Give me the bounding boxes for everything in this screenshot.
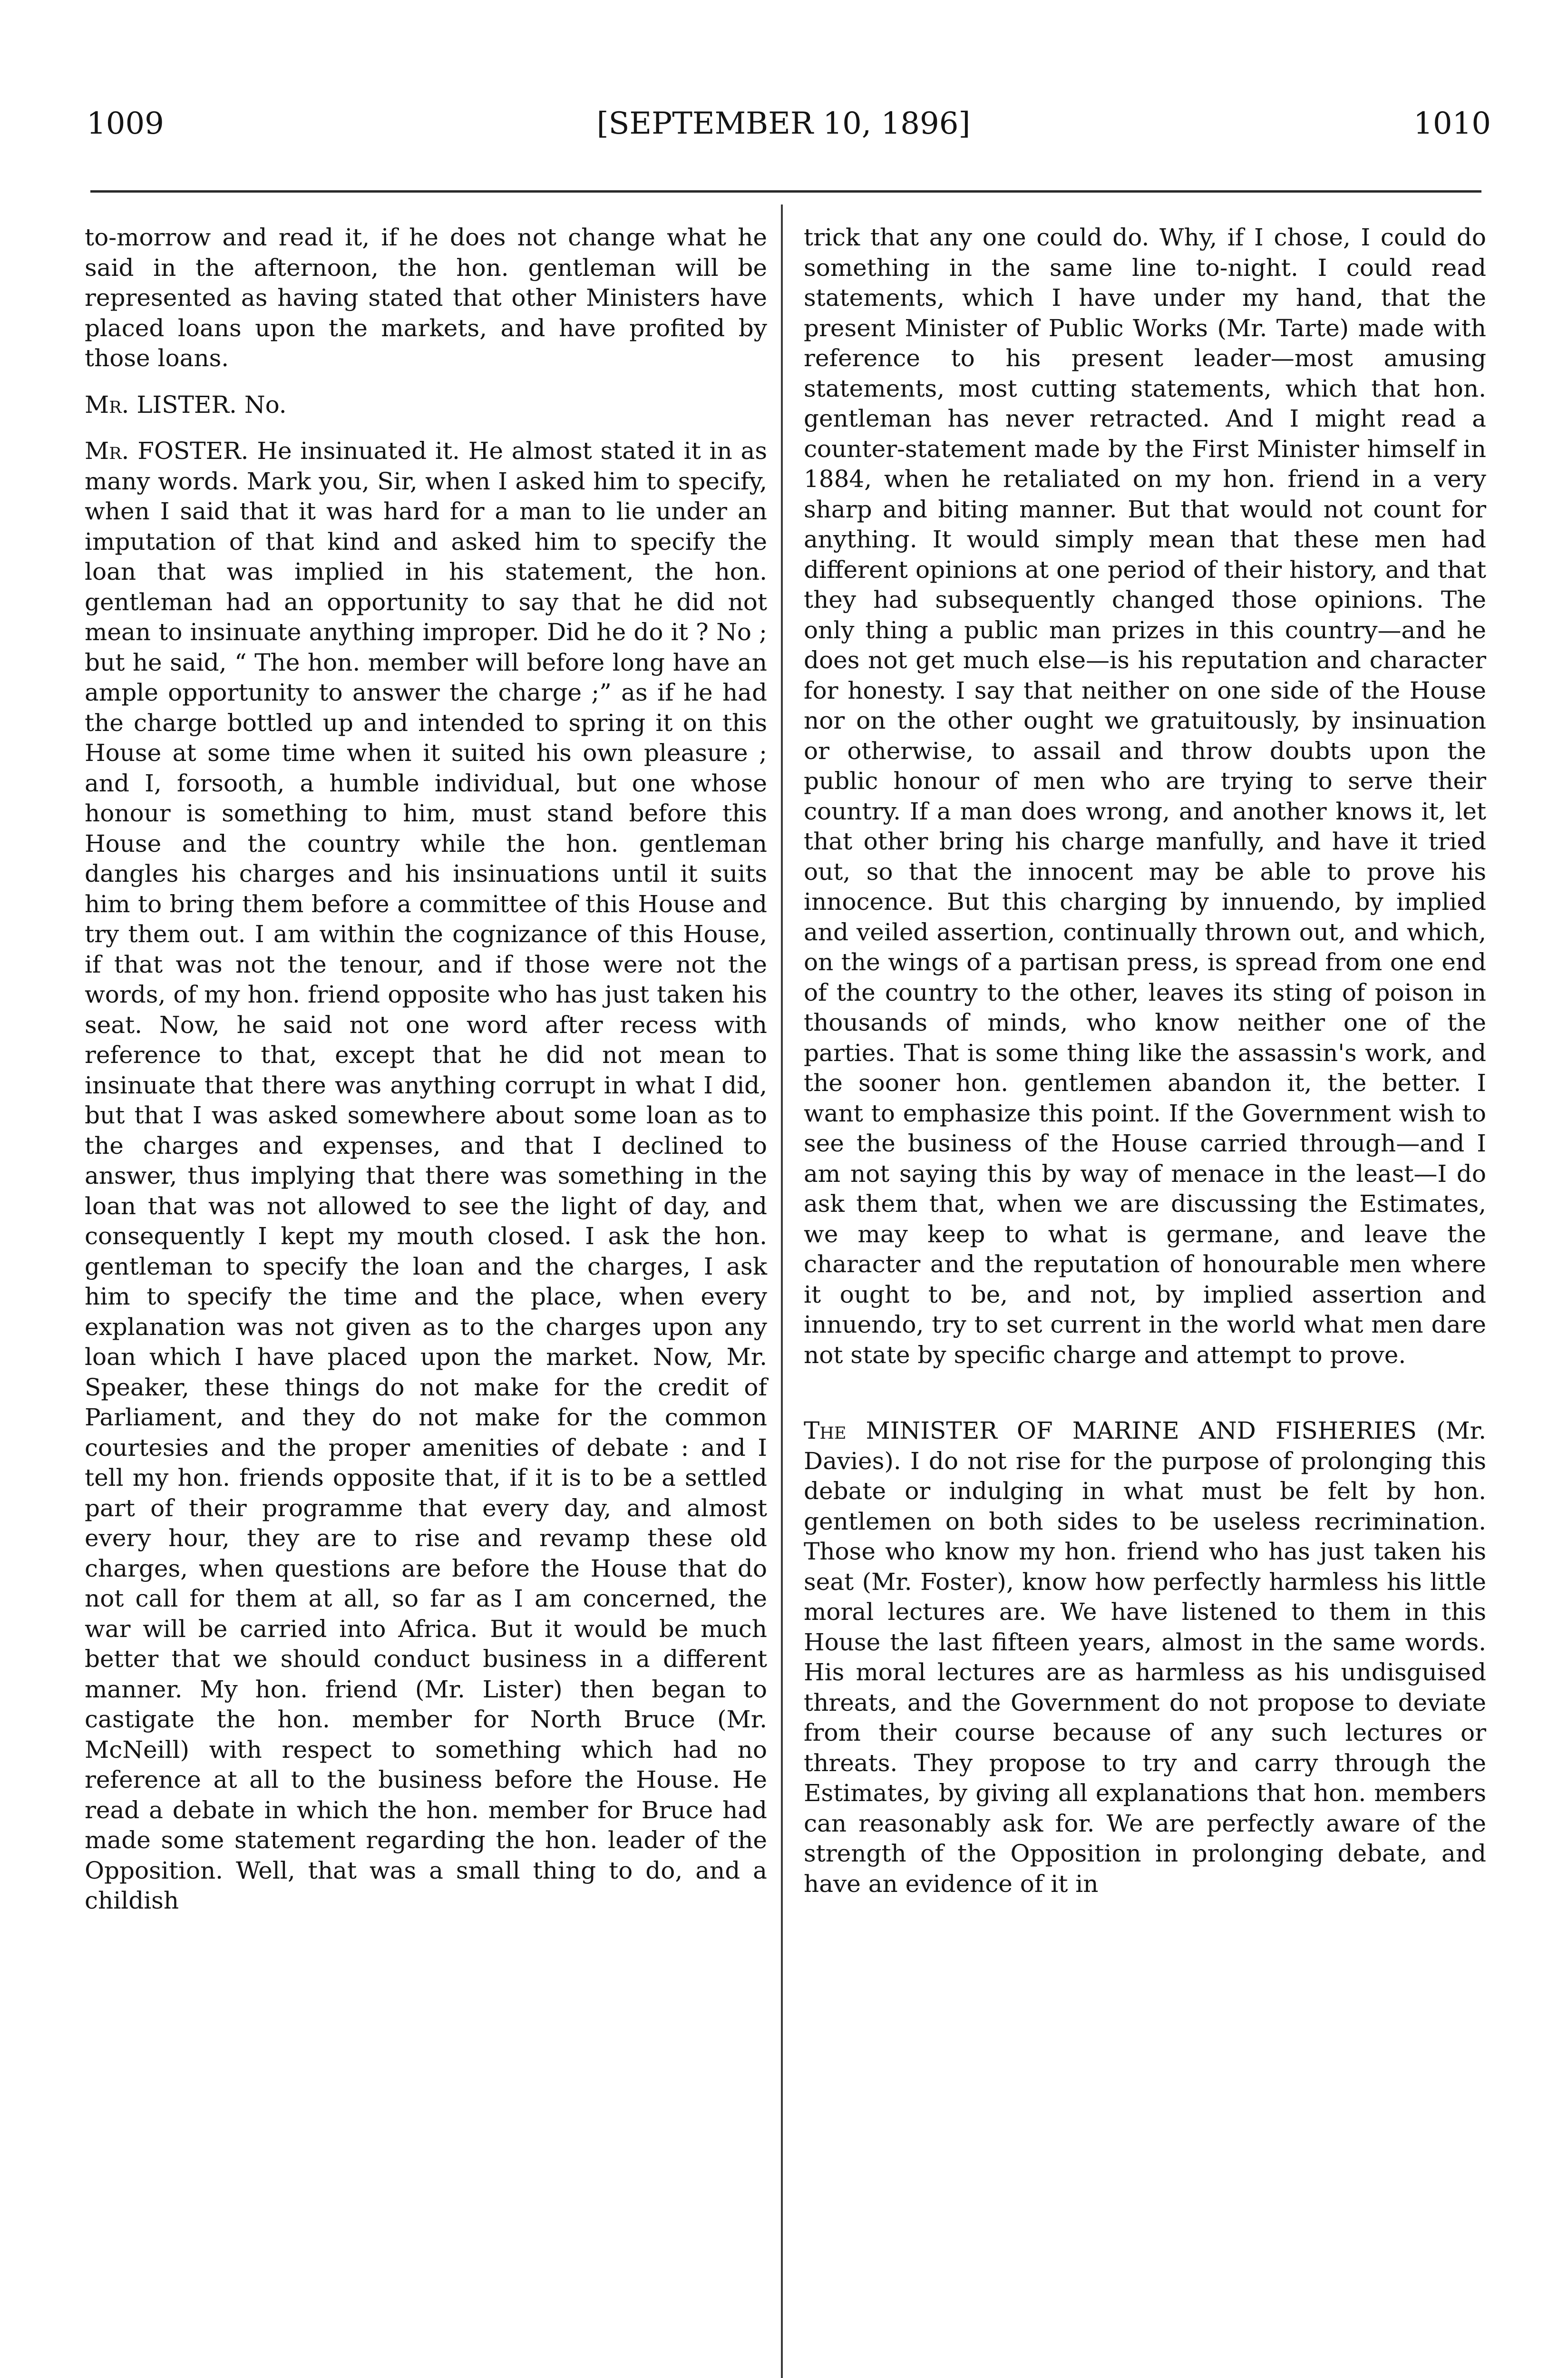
page-number-right: 1010 (1413, 106, 1491, 141)
page-date: [SEPTEMBER 10, 1896] (596, 106, 971, 141)
speaker-name: Mr. FOSTER. (85, 437, 249, 465)
speaker-name: The MINISTER OF MARINE AND FISHERIES (804, 1417, 1417, 1444)
left-column (85, 223, 767, 1916)
paragraph (804, 223, 1486, 1370)
right-column (804, 223, 1486, 1899)
page-header (71, 102, 1496, 159)
header-rule (90, 190, 1481, 193)
paragraph (85, 223, 767, 374)
paragraph-text: to-morrow and read it, if he does not change what he said in the afternoon, the hon. gentleman will be represented as having stated that other Ministers have placed loans upon the markets, and have profited by those loans. (85, 224, 767, 372)
page-number-left: 1009 (87, 106, 164, 141)
paragraph-text: trick that any one could do. Why, if I chose, I could do something in the same line to-night. I could read statements, which I have under my hand, that the present Minister of Public Works (Mr. Tarte) made with reference to his present leader—most amusing statements, most cutting statements, which that hon. gentleman has never retracted. And I might read a counter-statement made by the First Minister himself in 1884, when he retaliated on my hon. friend in a very sharp and biting manner. But that would not count for anything. It would simply mean that these men had different opinions at one period of their history, and that they had subsequently changed those opinions. The only thing a public man prizes in this country—and he does not get much else—is his reputation and character for honesty. I say that neither on one side of the House nor on the other ought we gratuitously, by insinuation or otherwise, to assail and throw doubts upon the public honour of men who are trying to serve their country. If a man does wrong, and another knows it, let that other bring his charge manfully, and have it tried out, so that the innocent may be able to prove his innocence. But this charging by innuendo, by implied and veiled assertion, continually thrown out, and which, on the wings of a partisan press, is spread from one end of the country to the other, leaves its sting of poison in thousands of minds, who know neither one of the parties. That is some thing like the assassin's work, and the sooner hon. gentlemen abandon it, the better. I want to emphasize this point. If the Government wish to see the business of the House carried through—and I am not saying this by way of menace in the least—I do ask them that, when we are discussing the Estimates, we may keep to what is germane, and leave the character and the reputation of honourable men where it ought to be, and not, by implied assertion and innuendo, try to set current in the world what men dare not state by specific charge and attempt to prove. (804, 224, 1486, 1369)
paragraph-text: No. (236, 390, 287, 419)
paragraph-text: He insinuated it. He almost stated it in as many words. Mark you, Sir, when I asked him to specify, when I said that it was hard for a man to lie under an imputation of that kind and asked him to specify the loan that was implied in his statement, the hon. gentleman had an opportunity to say that he did not mean to insinuate anything improper. Did he do it ? No ; but he said, “ The hon. member will before long have an ample opportunity to answer the charge ;” as if he had the charge bottled up and intended to spring it on this House at some time when it suited his own pleasure ; and I, forsooth, a humble individual, but one whose honour is something to him, must stand before this House and the country while the hon. gentleman dangles his charges and his insinuations until it suits him to bring them before a committee of this House and try them out. I am within the cognizance of this House, if that was not the tenour, and if those were not the words, of my hon. friend opposite who has just taken his seat. Now, he said not one word after recess with reference to that, except that he did not mean to insinuate that there was anything corrupt in what I did, but that I was asked somewhere about some loan as to the charges and expenses, and that I declined to answer, thus implying that there was something in the loan that was not allowed to see the light of day, and consequently I kept my mouth closed. I ask the hon. gentleman to specify the loan and the charges, I ask him to specify the time and the place, when every explanation was not given as to the charges upon any loan which I have placed upon the market. Now, Mr. Speaker, these things do not make for the credit of Parliament, and they do not make for the common courtesies and the proper amenities of debate : and I tell my hon. friends opposite that, if it is to be a settled part of their programme that every day, and almost every hour, they are to rise and revamp these old charges, when questions are before the House that do not call for them at all, so far as I am concerned, the war will be carried into Africa. But it would be much better that we should conduct business in a different manner. My hon. friend (Mr. Lister) then began to castigate the hon. member for North Bruce (Mr. McNeill) with respect to something which had no reference at all to the business before the House. He read a debate in which the hon. member for Bruce had made some statement regarding the hon. leader of the Opposition. Well, that was a small thing to do, and a childish (85, 437, 767, 1914)
paragraph (85, 390, 767, 420)
paragraph-text: (Mr. Davies). I do not rise for the purpose of prolonging this debate or indulging in what must be felt by hon. gentlemen on both sides to be useless recrimination. Those who know my hon. friend who has just taken his seat (Mr. Foster), know how perfectly harmless his little moral lectures are. We have listened to them in this House the last fifteen years, almost in the same words. His moral lectures are as harmless as his undisguised threats, and the Government do not propose to deviate from their course because of any such lectures or threats. They propose to try and carry through the Estimates, by giving all explanations that hon. members can reasonably ask for. We are perfectly aware of the strength of the Opposition in prolonging debate, and have an evidence of it in (804, 1417, 1486, 1898)
paragraph (804, 1416, 1486, 1899)
column-divider (781, 205, 783, 2378)
speaker-name: Mr. LISTER. (85, 390, 237, 419)
paragraph (85, 436, 767, 1916)
